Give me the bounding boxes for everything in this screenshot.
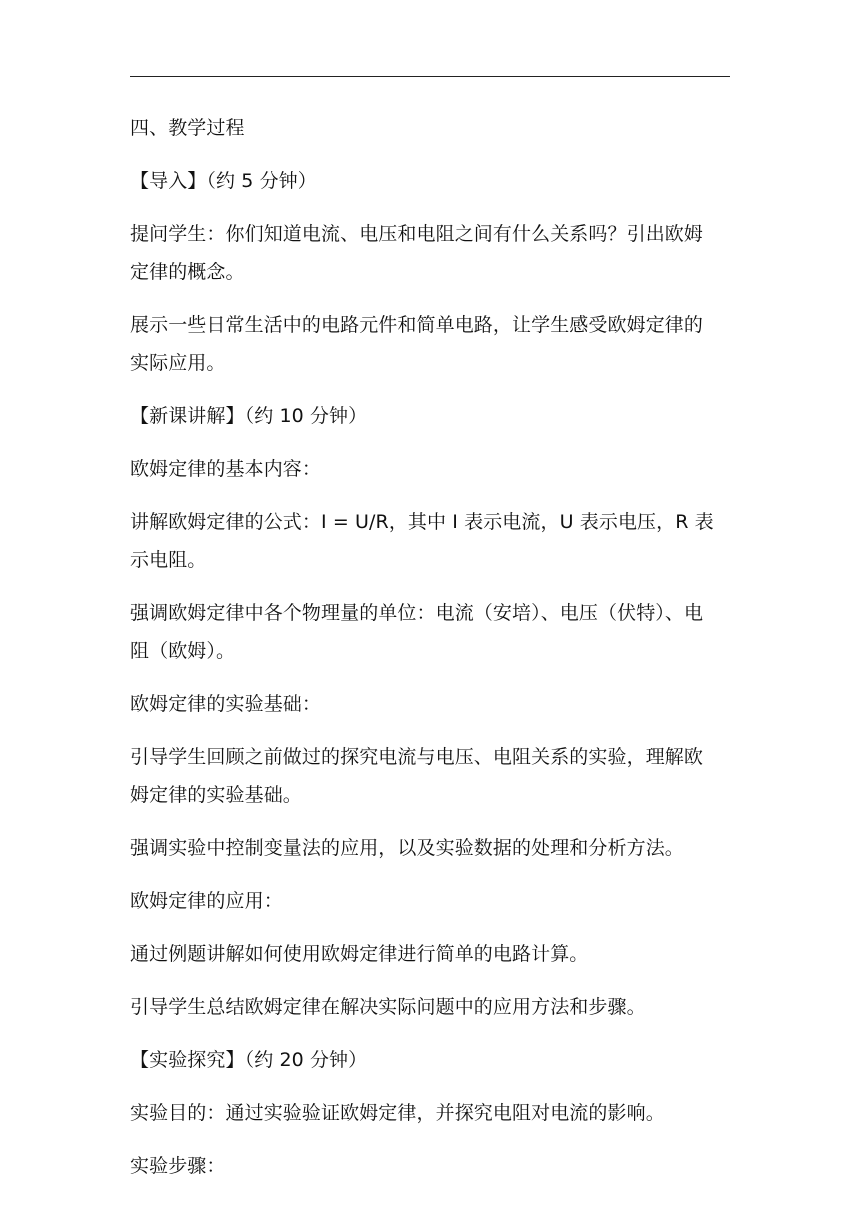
paragraph: 强调欧姆定律中各个物理量的单位：电流（安培）、电压（伏特）、电 阻（欧姆）。 xyxy=(130,602,704,662)
paragraph: 实验目的：通过实验验证欧姆定律，并探究电阻对电流的影响。 xyxy=(130,1102,665,1124)
paragraph: 引导学生总结欧姆定律在解决实际问题中的应用方法和步骤。 xyxy=(130,996,646,1018)
header-rule xyxy=(130,76,730,77)
paragraph: 实验步骤： xyxy=(130,1155,226,1177)
paragraph: 引导学生回顾之前做过的探究电流与电压、电阻关系的实验，理解欧 姆定律的实验基础。 xyxy=(130,746,704,806)
document-body xyxy=(130,109,734,1185)
paragraph: 提问学生：你们知道电流、电压和电阻之间有什么关系吗？引出欧姆 定律的概念。 xyxy=(130,223,704,283)
subsection-new-lesson: 【新课讲解】（约 10 分钟） xyxy=(130,405,368,427)
paragraph: 欧姆定律的基本内容： xyxy=(130,458,322,480)
section-heading: 四、教学过程 xyxy=(130,117,245,139)
subsection-intro: 【导入】（约 5 分钟） xyxy=(130,170,317,192)
subsection-experiment: 【实验探究】（约 20 分钟） xyxy=(130,1049,368,1071)
paragraph: 讲解欧姆定律的公式：I = U/R，其中 I 表示电流，U 表示电压，R 表 示电阻。 xyxy=(130,511,714,571)
paragraph: 展示一些日常生活中的电路元件和简单电路，让学生感受欧姆定律的 实际应用。 xyxy=(130,314,704,374)
paragraph: 强调实验中控制变量法的应用，以及实验数据的处理和分析方法。 xyxy=(130,837,684,859)
paragraph: 通过例题讲解如何使用欧姆定律进行简单的电路计算。 xyxy=(130,943,589,965)
paragraph: 欧姆定律的实验基础： xyxy=(130,693,322,715)
paragraph: 欧姆定律的应用： xyxy=(130,890,283,912)
